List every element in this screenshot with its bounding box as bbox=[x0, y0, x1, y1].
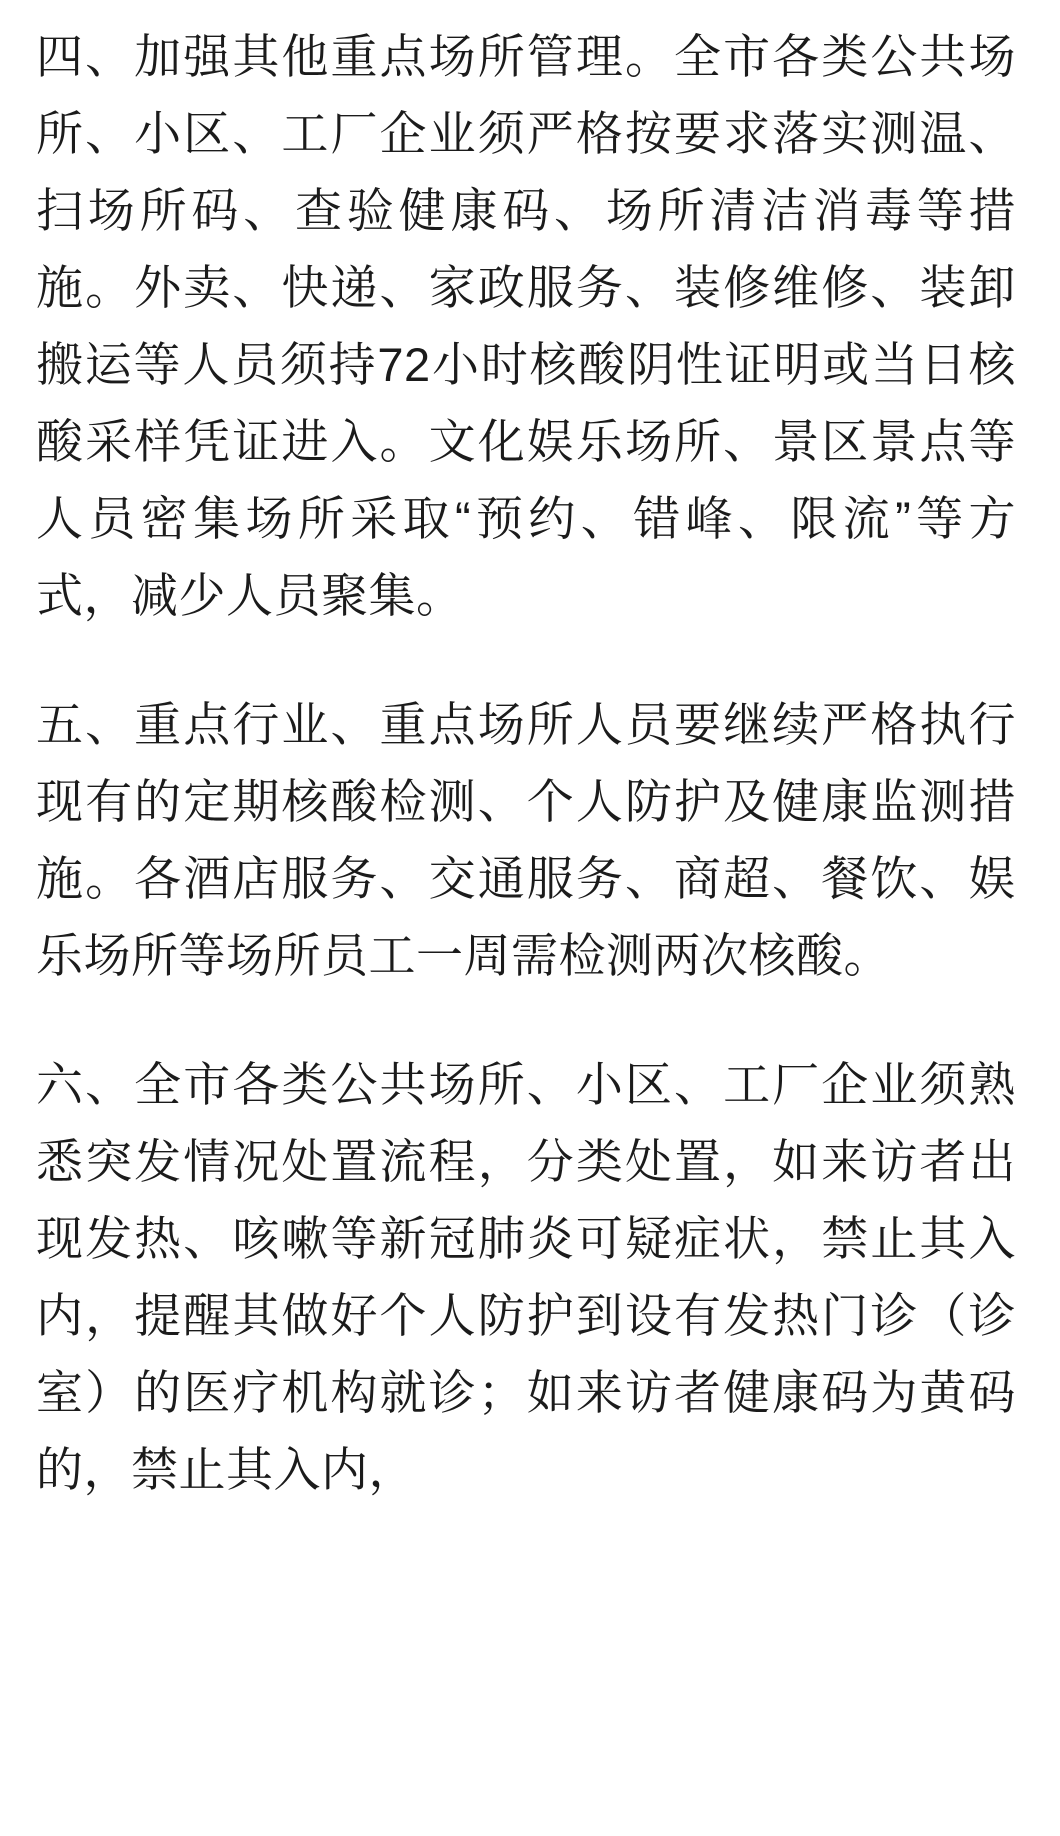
paragraph-section-four: 四、加强其他重点场所管理。全市各类公共场所、小区、工厂企业须严格按要求落实测温、扫场所码、查验健康码、场所清洁消毒等措施。外卖、快递、家政服务、装修维修、装卸搬运等人员须持72小时核酸阴性证明或当日核酸采样凭证进入。文化娱乐场所、景区景点等人员密集场所采取“预约、错峰、限流”等方式，减少人员聚集。 bbox=[36, 30, 1016, 622]
paragraph-section-five: 五、重点行业、重点场所人员要继续严格执行现有的定期核酸检测、个人防护及健康监测措施。各酒店服务、交通服务、商超、餐饮、娱乐场所等场所员工一周需检测两次核酸。 bbox=[36, 698, 1016, 982]
document-text-body bbox=[36, 18, 1016, 1508]
paragraph-section-six: 六、全市各类公共场所、小区、工厂企业须熟悉突发情况处置流程，分类处置，如来访者出现发热、咳嗽等新冠肺炎可疑症状，禁止其入内，提醒其做好个人防护到设有发热门诊（诊室）的医疗机构就诊；如来访者健康码为黄码的，禁止其入内， bbox=[36, 1058, 1016, 1496]
